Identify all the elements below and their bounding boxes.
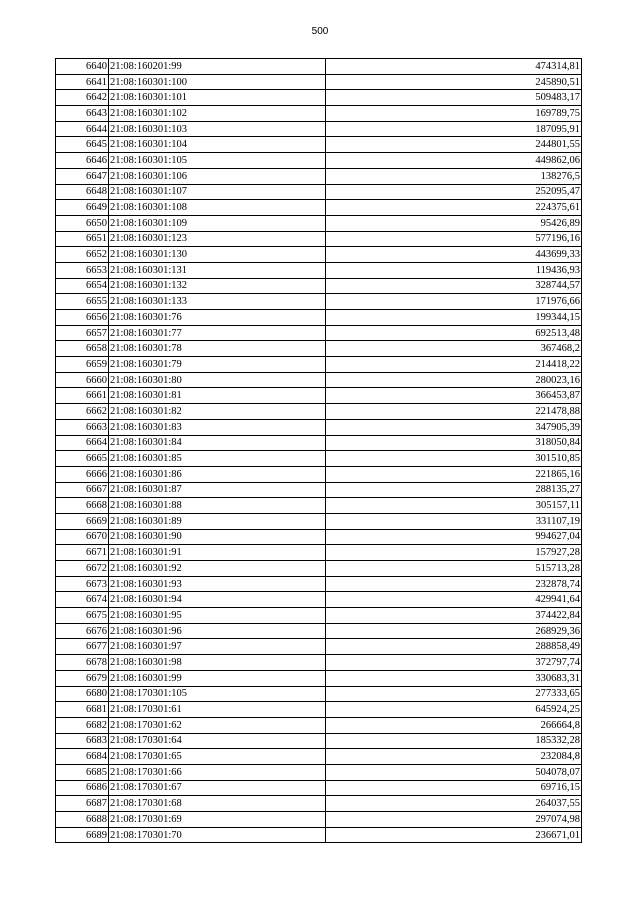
table-row — [56, 215, 582, 231]
row-number-cell: 6656 — [56, 310, 109, 326]
row-number-cell: 6669 — [56, 513, 109, 529]
data-table — [55, 58, 582, 843]
row-number-cell: 6654 — [56, 278, 109, 294]
table-row — [56, 764, 582, 780]
value-cell: 474314,81 — [326, 59, 582, 75]
row-number-cell: 6675 — [56, 608, 109, 624]
row-number-cell: 6685 — [56, 764, 109, 780]
value-cell: 577196,16 — [326, 231, 582, 247]
value-cell: 692513,48 — [326, 325, 582, 341]
cadastral-number-cell: 21:08:160301:79 — [109, 357, 326, 373]
cadastral-number-cell: 21:08:160301:84 — [109, 435, 326, 451]
value-cell: 232084,8 — [326, 749, 582, 765]
table-row — [56, 498, 582, 514]
value-cell: 232878,74 — [326, 576, 582, 592]
cadastral-number-cell: 21:08:170301:64 — [109, 733, 326, 749]
cadastral-number-cell: 21:08:160301:133 — [109, 294, 326, 310]
value-cell: 187095,91 — [326, 121, 582, 137]
cadastral-number-cell: 21:08:170301:69 — [109, 812, 326, 828]
cadastral-number-cell: 21:08:170301:105 — [109, 686, 326, 702]
value-cell: 372797,74 — [326, 655, 582, 671]
cadastral-number-cell: 21:08:160301:77 — [109, 325, 326, 341]
cadastral-number-cell: 21:08:160301:88 — [109, 498, 326, 514]
cadastral-number-cell: 21:08:160301:98 — [109, 655, 326, 671]
table-row — [56, 812, 582, 828]
value-cell: 994627,04 — [326, 529, 582, 545]
row-number-cell: 6688 — [56, 812, 109, 828]
cadastral-number-cell: 21:08:160301:130 — [109, 247, 326, 263]
value-cell: 224375,61 — [326, 200, 582, 216]
value-cell: 245890,51 — [326, 74, 582, 90]
value-cell: 157927,28 — [326, 545, 582, 561]
value-cell: 509483,17 — [326, 90, 582, 106]
value-cell: 264037,55 — [326, 796, 582, 812]
cadastral-number-cell: 21:08:160201:99 — [109, 59, 326, 75]
cadastral-number-cell: 21:08:170301:68 — [109, 796, 326, 812]
cadastral-number-cell: 21:08:160301:83 — [109, 419, 326, 435]
row-number-cell: 6687 — [56, 796, 109, 812]
cadastral-number-cell: 21:08:160301:94 — [109, 592, 326, 608]
value-cell: 244801,55 — [326, 137, 582, 153]
row-number-cell: 6681 — [56, 702, 109, 718]
row-number-cell: 6673 — [56, 576, 109, 592]
row-number-cell: 6689 — [56, 827, 109, 843]
cadastral-number-cell: 21:08:160301:123 — [109, 231, 326, 247]
value-cell: 266664,8 — [326, 717, 582, 733]
cadastral-number-cell: 21:08:160301:102 — [109, 106, 326, 122]
table-row — [56, 576, 582, 592]
cadastral-number-cell: 21:08:160301:91 — [109, 545, 326, 561]
value-cell: 449862,06 — [326, 153, 582, 169]
value-cell: 297074,98 — [326, 812, 582, 828]
value-cell: 185332,28 — [326, 733, 582, 749]
cadastral-number-cell: 21:08:160301:107 — [109, 184, 326, 200]
table-row — [56, 435, 582, 451]
value-cell: 305157,11 — [326, 498, 582, 514]
row-number-cell: 6678 — [56, 655, 109, 671]
cadastral-number-cell: 21:08:160301:90 — [109, 529, 326, 545]
row-number-cell: 6682 — [56, 717, 109, 733]
row-number-cell: 6659 — [56, 357, 109, 373]
row-number-cell: 6640 — [56, 59, 109, 75]
row-number-cell: 6676 — [56, 623, 109, 639]
table-row — [56, 341, 582, 357]
table-row — [56, 372, 582, 388]
cadastral-number-cell: 21:08:160301:78 — [109, 341, 326, 357]
value-cell: 367468,2 — [326, 341, 582, 357]
cadastral-number-cell: 21:08:160301:105 — [109, 153, 326, 169]
table-row — [56, 670, 582, 686]
row-number-cell: 6663 — [56, 419, 109, 435]
cadastral-number-cell: 21:08:160301:96 — [109, 623, 326, 639]
value-cell: 221478,88 — [326, 404, 582, 420]
cadastral-number-cell: 21:08:160301:92 — [109, 561, 326, 577]
table-row — [56, 247, 582, 263]
value-cell: 171976,66 — [326, 294, 582, 310]
cadastral-number-cell: 21:08:170301:70 — [109, 827, 326, 843]
row-number-cell: 6643 — [56, 106, 109, 122]
value-cell: 280023,16 — [326, 372, 582, 388]
table-row — [56, 153, 582, 169]
row-number-cell: 6647 — [56, 168, 109, 184]
row-number-cell: 6658 — [56, 341, 109, 357]
table-row — [56, 59, 582, 75]
row-number-cell: 6677 — [56, 639, 109, 655]
value-cell: 645924,25 — [326, 702, 582, 718]
row-number-cell: 6652 — [56, 247, 109, 263]
value-cell: 443699,33 — [326, 247, 582, 263]
value-cell: 138276,5 — [326, 168, 582, 184]
value-cell: 515713,28 — [326, 561, 582, 577]
row-number-cell: 6648 — [56, 184, 109, 200]
row-number-cell: 6671 — [56, 545, 109, 561]
table-row — [56, 733, 582, 749]
value-cell: 288858,49 — [326, 639, 582, 655]
row-number-cell: 6649 — [56, 200, 109, 216]
table-row — [56, 278, 582, 294]
cadastral-number-cell: 21:08:160301:85 — [109, 451, 326, 467]
value-cell: 268929,36 — [326, 623, 582, 639]
cadastral-number-cell: 21:08:170301:65 — [109, 749, 326, 765]
cadastral-number-cell: 21:08:160301:93 — [109, 576, 326, 592]
value-cell: 252095,47 — [326, 184, 582, 200]
cadastral-number-cell: 21:08:160301:101 — [109, 90, 326, 106]
cadastral-number-cell: 21:08:170301:62 — [109, 717, 326, 733]
row-number-cell: 6646 — [56, 153, 109, 169]
value-cell: 331107,19 — [326, 513, 582, 529]
row-number-cell: 6651 — [56, 231, 109, 247]
table-row — [56, 717, 582, 733]
row-number-cell: 6641 — [56, 74, 109, 90]
cadastral-number-cell: 21:08:160301:80 — [109, 372, 326, 388]
table-row — [56, 608, 582, 624]
table-row — [56, 106, 582, 122]
cadastral-number-cell: 21:08:160301:108 — [109, 200, 326, 216]
row-number-cell: 6650 — [56, 215, 109, 231]
cadastral-number-cell: 21:08:170301:67 — [109, 780, 326, 796]
row-number-cell: 6664 — [56, 435, 109, 451]
cadastral-number-cell: 21:08:160301:131 — [109, 262, 326, 278]
cadastral-number-cell: 21:08:170301:66 — [109, 764, 326, 780]
row-number-cell: 6655 — [56, 294, 109, 310]
row-number-cell: 6674 — [56, 592, 109, 608]
row-number-cell: 6683 — [56, 733, 109, 749]
row-number-cell: 6657 — [56, 325, 109, 341]
table-row — [56, 74, 582, 90]
table-row — [56, 294, 582, 310]
cadastral-number-cell: 21:08:160301:99 — [109, 670, 326, 686]
cadastral-number-cell: 21:08:160301:81 — [109, 388, 326, 404]
cadastral-number-cell: 21:08:160301:82 — [109, 404, 326, 420]
table-row — [56, 231, 582, 247]
row-number-cell: 6660 — [56, 372, 109, 388]
value-cell: 429941,64 — [326, 592, 582, 608]
table-row — [56, 310, 582, 326]
value-cell: 221865,16 — [326, 466, 582, 482]
table-row — [56, 404, 582, 420]
cadastral-number-cell: 21:08:160301:86 — [109, 466, 326, 482]
table-row — [56, 121, 582, 137]
value-cell: 214418,22 — [326, 357, 582, 373]
cadastral-number-cell: 21:08:160301:95 — [109, 608, 326, 624]
value-cell: 330683,31 — [326, 670, 582, 686]
table-row — [56, 325, 582, 341]
row-number-cell: 6679 — [56, 670, 109, 686]
value-cell: 366453,87 — [326, 388, 582, 404]
value-cell: 277333,65 — [326, 686, 582, 702]
row-number-cell: 6665 — [56, 451, 109, 467]
table-row — [56, 655, 582, 671]
page-number: 500 — [311, 26, 329, 37]
cadastral-number-cell: 21:08:160301:100 — [109, 74, 326, 90]
table-row — [56, 529, 582, 545]
value-cell: 236671,01 — [326, 827, 582, 843]
table-row — [56, 827, 582, 843]
table-row — [56, 686, 582, 702]
value-cell: 504078,07 — [326, 764, 582, 780]
table-row — [56, 796, 582, 812]
row-number-cell: 6644 — [56, 121, 109, 137]
table-row — [56, 137, 582, 153]
row-number-cell: 6645 — [56, 137, 109, 153]
table-row — [56, 545, 582, 561]
value-cell: 347905,39 — [326, 419, 582, 435]
cadastral-number-cell: 21:08:160301:106 — [109, 168, 326, 184]
table-row — [56, 466, 582, 482]
cadastral-number-cell: 21:08:170301:61 — [109, 702, 326, 718]
value-cell: 95426,89 — [326, 215, 582, 231]
table-row — [56, 419, 582, 435]
table-row — [56, 623, 582, 639]
cadastral-number-cell: 21:08:160301:103 — [109, 121, 326, 137]
value-cell: 301510,85 — [326, 451, 582, 467]
row-number-cell: 6667 — [56, 482, 109, 498]
value-cell: 169789,75 — [326, 106, 582, 122]
table-row — [56, 357, 582, 373]
table-row — [56, 90, 582, 106]
row-number-cell: 6670 — [56, 529, 109, 545]
value-cell: 288135,27 — [326, 482, 582, 498]
table-row — [56, 168, 582, 184]
table-row — [56, 262, 582, 278]
value-cell: 328744,57 — [326, 278, 582, 294]
table-body — [56, 59, 582, 843]
value-cell: 374422,84 — [326, 608, 582, 624]
row-number-cell: 6672 — [56, 561, 109, 577]
value-cell: 318050,84 — [326, 435, 582, 451]
row-number-cell: 6668 — [56, 498, 109, 514]
table-row — [56, 780, 582, 796]
table-row — [56, 451, 582, 467]
value-cell: 69716,15 — [326, 780, 582, 796]
cadastral-number-cell: 21:08:160301:89 — [109, 513, 326, 529]
row-number-cell: 6666 — [56, 466, 109, 482]
table-row — [56, 561, 582, 577]
value-cell: 199344,15 — [326, 310, 582, 326]
row-number-cell: 6684 — [56, 749, 109, 765]
row-number-cell: 6642 — [56, 90, 109, 106]
cadastral-number-cell: 21:08:160301:76 — [109, 310, 326, 326]
table-row — [56, 702, 582, 718]
table-row — [56, 513, 582, 529]
table-row — [56, 749, 582, 765]
cadastral-number-cell: 21:08:160301:132 — [109, 278, 326, 294]
row-number-cell: 6661 — [56, 388, 109, 404]
row-number-cell: 6680 — [56, 686, 109, 702]
row-number-cell: 6662 — [56, 404, 109, 420]
table-row — [56, 639, 582, 655]
table-row — [56, 200, 582, 216]
value-cell: 119436,93 — [326, 262, 582, 278]
cadastral-number-cell: 21:08:160301:87 — [109, 482, 326, 498]
table-row — [56, 482, 582, 498]
cadastral-number-cell: 21:08:160301:97 — [109, 639, 326, 655]
table-row — [56, 388, 582, 404]
cadastral-number-cell: 21:08:160301:104 — [109, 137, 326, 153]
cadastral-number-cell: 21:08:160301:109 — [109, 215, 326, 231]
row-number-cell: 6686 — [56, 780, 109, 796]
row-number-cell: 6653 — [56, 262, 109, 278]
table-row — [56, 592, 582, 608]
table-row — [56, 184, 582, 200]
